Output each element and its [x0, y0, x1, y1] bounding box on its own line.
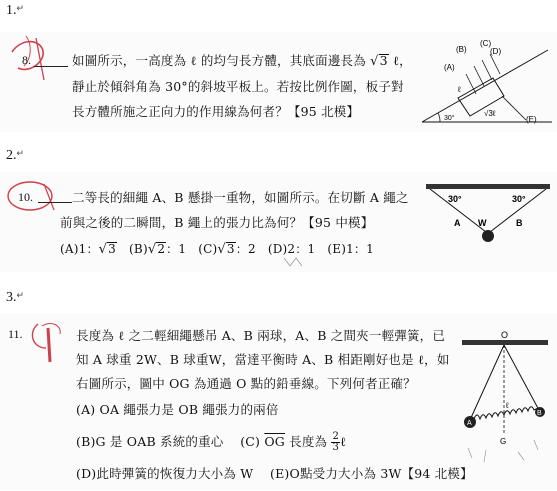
figure-label: 30°: [444, 115, 455, 122]
section-label-3: 3.↵: [6, 290, 25, 305]
hanging-weight-figure: [420, 180, 554, 250]
figure-label: (E): [526, 115, 537, 124]
option-b: (B)√2：1: [129, 242, 187, 257]
question-10-line-2: 前與之後的二瞬間，B 繩上的張力比為何？【95 中模】: [60, 215, 374, 230]
question-10-options: [60, 240, 374, 257]
radical: 3: [379, 53, 388, 68]
option-d: (D)2：1: [267, 242, 316, 256]
question-11-number: 11.: [8, 327, 23, 341]
spring-pendulum-figure: [456, 322, 554, 476]
question-11-option-d-e: (D)此時彈簧的恢復力大小為 W (E)O點受力大小為 3W【94 北模】: [76, 466, 473, 481]
figure-label: B: [537, 410, 542, 417]
option-a: (A)1：√3: [60, 242, 116, 257]
incline-block-figure: [418, 38, 552, 128]
question-10-scan: [0, 172, 557, 272]
fraction: $\frac{2}{3}$: [332, 431, 340, 453]
question-11-option-a: (A) OA 繩張力是 OB 繩張力的兩倍: [76, 402, 279, 417]
option-c: (C)√3：2: [198, 242, 256, 257]
question-8-number: 8.: [22, 53, 31, 67]
figure-label: G: [500, 437, 507, 446]
question-11-line-3: 右圖所示，圖中 OG 為通過 O 點的鉛垂線。下列何者正確？: [76, 376, 416, 391]
figure-label: (A): [444, 63, 455, 72]
figure-label: O: [501, 330, 509, 340]
handwritten-mark-icon: [4, 176, 64, 216]
figure-label: (B): [456, 45, 467, 54]
question-8-line-2: 靜止於傾斜角為 30°的斜坡平板上。若按比例作圖，板子對: [72, 79, 404, 94]
figure-label: ℓ: [506, 401, 509, 410]
question-8-scan: [0, 32, 557, 132]
figure-label: √3ℓ: [484, 109, 496, 118]
answer-blank: [38, 202, 72, 203]
figure-label: B: [516, 218, 523, 228]
answer-blank: [34, 66, 68, 67]
section-label-2: 2.↵: [6, 148, 25, 163]
question-11-line-1: 長度為 ℓ 之二輕細繩懸吊 A、B 兩球，A、B 之間夾一輕彈簧，已: [76, 328, 446, 343]
figure-label: 30°: [448, 194, 462, 204]
handwritten-mark-icon: [2, 34, 62, 84]
question-11-scan: [0, 314, 557, 490]
handwritten-mark-icon: [280, 254, 320, 270]
question-11-option-b-c: (B)G 是 OAB 系統的重心 (C) $\overline{OG}$ 長度為 $\frac{2}{3}$ ℓ: [76, 431, 347, 453]
question-8-line-1: 如圖所示，一高度為 ℓ 的均勻長方體，其底面邊長為 √3 ℓ，: [72, 53, 412, 69]
question-10-line-1: 二等長的細繩 A、B 懸掛一重物，如圖所示。在切斷 A 繩之: [72, 190, 409, 205]
question-11-line-2: 知 A 球重 2W、B 球重W，當達平衡時 A、B 相距剛好也是 ℓ，如: [76, 352, 450, 367]
figure-label: W: [478, 218, 487, 228]
figure-label: A: [467, 420, 472, 427]
figure-label: ℓ: [458, 85, 461, 94]
figure-label: (C): [480, 39, 492, 48]
question-8-line-3: 長方體所施之正向力的作用線為何者？【95 北模】: [72, 104, 360, 119]
figure-label: 30°: [512, 194, 526, 204]
figure-label: A: [454, 218, 461, 228]
option-e: (E)1：1: [327, 242, 374, 256]
section-label-1: 1.↵: [6, 3, 25, 18]
question-10-number: 10.: [18, 190, 33, 204]
figure-label: (D): [490, 47, 502, 56]
